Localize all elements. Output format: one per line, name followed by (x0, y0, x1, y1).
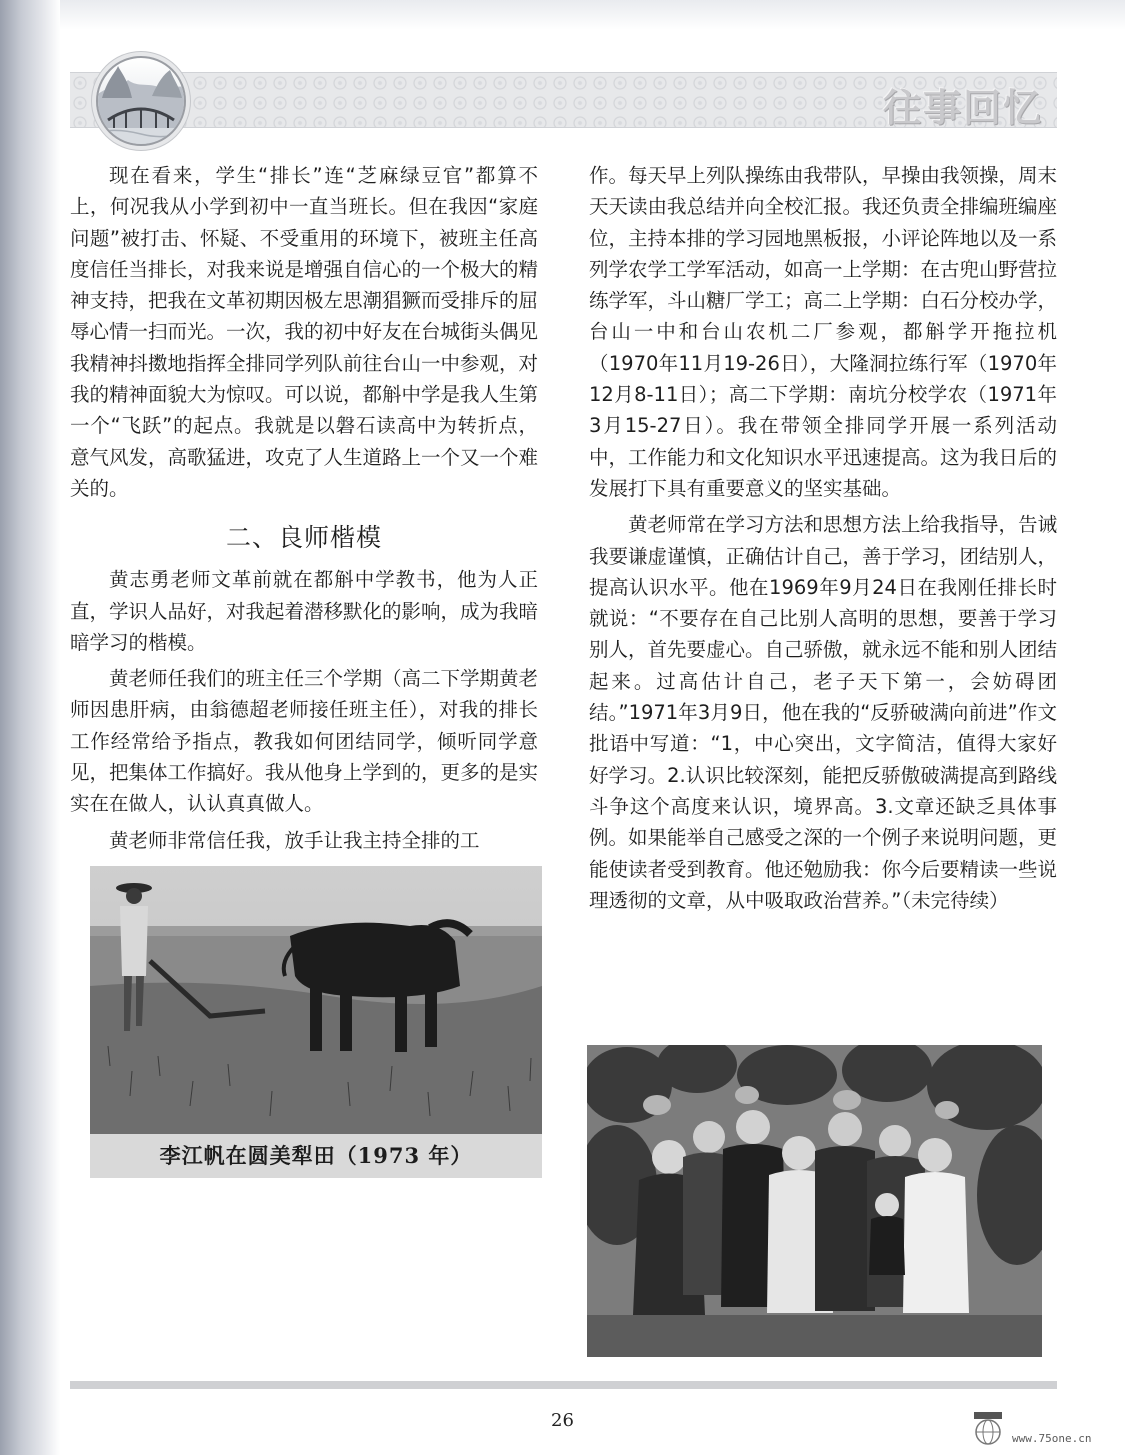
watermark-url: www.75one.cn (1012, 1432, 1092, 1445)
body-paragraph: 黄志勇老师文革前就在都斛中学教书，他为人正直，学识人品好，对我起着潜移默化的影响，成为我暗暗学习的楷模。 (70, 568, 539, 654)
body-paragraph: 黄老师非常信任我，放手让我主持全排的工 (109, 828, 480, 852)
footer-rule (70, 1381, 1057, 1389)
page-top-shadow (60, 0, 1125, 30)
photo-plowing-field (90, 866, 542, 1178)
right-text-column (589, 160, 1057, 921)
body-paragraph: 黄老师常在学习方法和思想方法上给我指导，告诫我要谦虚谨慎，正确估计自己，善于学习，团结别人，提高认识水平。他在1969年9月24日在我刚任排长时就说：“不要存在自己比别人高明的思想，要善于学习别人，首先要虚心。自己骄傲，就永远不能和别人团结起来。过高估计自己，老子天下第一，会妨碍团结。”1971年3月9日，他在我的“反骄破满向前进”作文批语中写道：“1，中心突出，文字简洁，值得大家好好学习。2.认识比较深刻，能把反骄傲破满提高到路线斗争这个高度来认识，境界高。3.文章还缺乏具体事例。如果能举自己感受之深的一个例子来说明问题，更能使读者受到教育。他还勉励我：你今后要精读一些说理透彻的文章，从中吸取政治营养。”（未完待续） (589, 513, 1058, 912)
section-title: 往事回忆 (882, 86, 1043, 130)
section-heading: 二、良师楷模 (225, 523, 382, 553)
book-spine-shadow (0, 0, 60, 1455)
photo-caption: 李江帆在圆美犁田（1973 年） (90, 1134, 542, 1178)
globe-logo-icon (968, 1408, 1008, 1448)
left-text-column (70, 160, 538, 861)
page-number: 26 (551, 1410, 574, 1431)
header-band (70, 72, 1057, 128)
site-watermark (968, 1408, 1123, 1450)
group-portrait-photo (587, 1045, 1042, 1357)
body-paragraph: 现在看来，学生“排长”连“芝麻绿豆官”都算不上，何况我从小学到初中一直当班长。但在我因“家庭问题”被打击、怀疑、不受重用的环境下，被班主任高度信任当排长，对我来说是增强自信心的一个极大的精神支持，把我在文革初期因极左思潮猖獗而受排斥的屈辱心情一扫而光。一次，我的初中好友在台城街头偶见我精神抖擞地指挥全排同学列队前往台山一中参观，对我的精神面貌大为惊叹。可以说，都斛中学是我人生第一个“飞跃”的起点。我就是以磐石读高中为转折点，意气风发，高歌猛进，攻克了人生道路上一个又一个难关的。 (70, 164, 539, 500)
bridge-landscape-icon (98, 58, 184, 144)
photo-group-portrait (587, 1045, 1042, 1357)
body-paragraph-continuation: 作。每天早上列队操练由我带队，早操由我领操，周末天天读由我总结并向全校汇报。我还负责全排编班编座位，主持本排的学习园地黑板报，小评论阵地以及一系列学农学工学军活动，如高一上学期：在古兜山野营拉练学军，斗山糖厂学工；高二上学期：白石分校办学，台山一中和台山农机二厂参观，都斛学开拖拉机（1970年11月19-26日），大隆洞拉练行军（1970年12月8-11日）；高二下学期：南坑分校学农（1971年3月15-27日）。我在带领全排同学开展一系列活动中，工作能力和文化知识水平迅速提高。这为我日后的发展打下具有重要意义的坚实基础。 (589, 164, 1058, 500)
header-emblem-bridge-icon (96, 56, 186, 146)
body-paragraph: 黄老师任我们的班主任三个学期（高二下学期黄老师因患肝病，由翁德超老师接任班主任），对我的排长工作经常给予指点，教我如何团结同学，倾听同学意见，把集体工作搞好。我从他身上学到的，更多的是实实在在做人，认认真真做人。 (70, 667, 539, 816)
plowing-buffalo-photo (90, 866, 542, 1134)
